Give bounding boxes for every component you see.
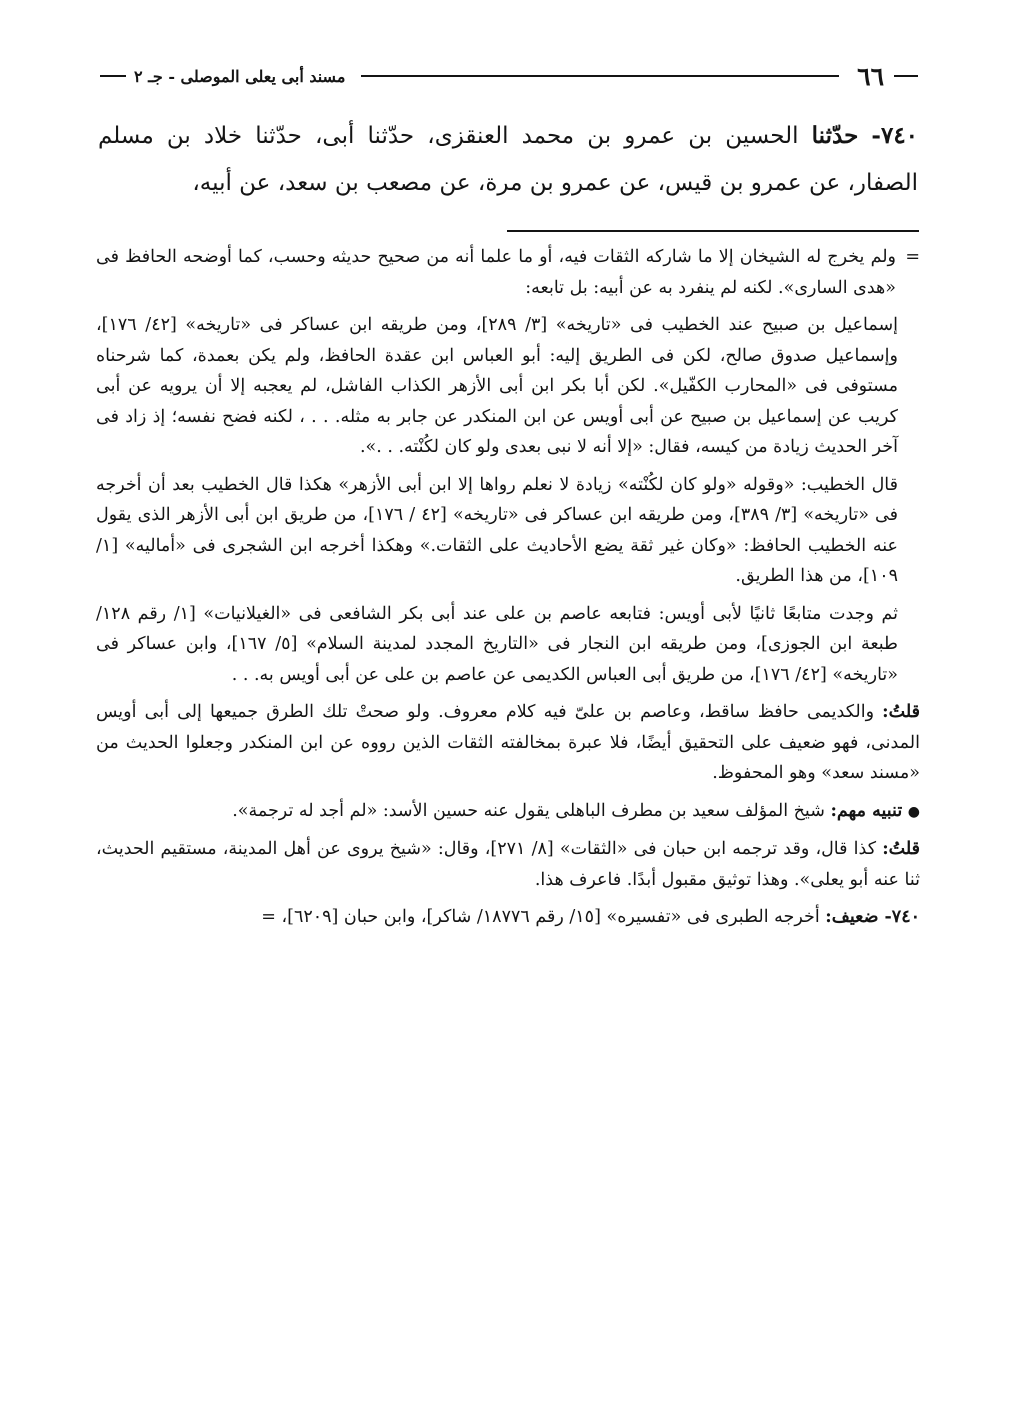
footnote-paragraph [96,310,920,463]
footnote-text: شيخ المؤلف سعيد بن مطرف الباهلى يقول عنه حسين الأسد: «لم أجد له ترجمة». [232,800,825,821]
note-lead: قلتُ: [882,702,920,722]
hadith-number: ٧٤٠- [871,122,919,149]
footnote-paragraph [96,796,920,828]
header-rule [361,75,839,77]
note-lead: قلتُ: [882,839,920,859]
hadith-isnad: الحسين بن عمرو بن محمد العنقزى، حدّثنا أبى، حدّثنا خلاد بن مسلم الصفار، عن عمرو بن قيس، عن عمرو بن مرة، عن مصعب بن سعد، عن أبيه، [98,123,918,196]
hadith-lead: حدّثنا [811,122,859,149]
hadith-text [98,112,918,207]
footnote-text: ثم وجدت متابعًا ثانيًا لأبى أويس: فتابعه عاصم بن على عند أبى بكر الشافعى فى «الغيلانيات» [١/ رقم ١٢٨/ طبعة ابن الجوزى]، ومن طريقه ابن النجار فى «التاريخ المجدد لمدينة السلام» [٥/ ١٦٧]، وابن عساكر فى «تاريخه» [٤٢/ ١٧٦]، من طريق أبى العباس الكديمى عن عاصم بن على عن أبى أويس به. . . [96,603,898,685]
footnote-separator [507,230,919,232]
note-lead: تنبيه مهم: [830,800,903,821]
header-dash-right [894,75,918,77]
book-title: مسند أبى يعلى الموصلى - جـ ٢ [134,66,346,86]
continuation-mark: = [905,247,920,267]
footnote-paragraph [96,902,920,933]
header-dash-left [100,75,126,77]
footnote-paragraph [96,242,920,303]
footnote-text: أخرجه الطبرى فى «تفسيره» [١٥/ رقم ١٨٧٧٦/ شاكر]، وابن حبان [٦٢٠٩]، = [261,907,820,927]
footnote-paragraph [96,697,920,789]
footnote-text: قال الخطيب: «وقوله «ولو كان لكُنْته» زيادة لا نعلم رواها إلا ابن أبى الأزهر» هكذا قال الخطيب بعد أن أخرجه فى «تاريخه» [٣/ ٣٨٩]، ومن طريقه ابن عساكر فى «تاريخه» [٤٢ / ١٧٦]، من طريق ابن أبى الأزهر الذى يقول عنه الخطيب الحافظ: «وكان غير ثقة يضع الأحاديث على الثقات.» وهكذا أخرجه ابن الشجرى فى «أماليه» [١/ ١٠٩]، من هذا الطريق. [96,474,898,586]
footnote-text: والكديمى حافظ ساقط، وعاصم بن علىّ فيه كلام معروف. ولو صحتْ تلك الطرق جميعها إلى أبى أويس المدنى، فهو ضعيف على التحقيق أيضًا، فلا عبرة بمخالفته الثقات الذين رووه عن ابن المنكدر وجعلوا الحديث من «مسند سعد» وهو المحفوظ. [96,702,920,783]
note-lead: ٧٤٠- ضعيف: [825,907,920,927]
footnote-text: إسماعيل بن صبيح عند الخطيب فى «تاريخه» [٣/ ٢٨٩]، ومن طريقه ابن عساكر فى «تاريخه» [٤٢/ ١٧٦]، وإسماعيل صدوق صالح، لكن فى الطريق إليه: أبو العباس ابن عقدة الحافظ، ولم يكن بعمدة، كما شرحناه مستوفى فى «المحارب الكفّيل». لكن أبا بكر ابن أبى الأزهر الكذاب الفاشل، لم يعجبه إلا أن يرويه عن أبى كريب عن إسماعيل بن صبيح عن أبى أويس عن ابن المنكدر عن جابر به مثله. . . ، لكنه فضح نفسه؛ إذ زاد فى آخر الحديث زيادة من كيسه، فقال: «إلا أنه لا نبى بعدى ولو كان لكُنْته. . .». [96,315,899,457]
footnote-text: ولم يخرج له الشيخان إلا ما شاركه الثقات فيه، أو ما علما أنه من صحيح حديثه وحسب، كما أوضحه الحافظ فى «هدى السارى». لكنه لم ينفرد به عن أبيه: بل تابعه: [96,247,896,298]
footnote-paragraph [96,599,920,691]
footnote-paragraph [96,834,920,895]
footnote-paragraph [96,470,920,592]
page-number: ٦٦ [857,61,884,91]
footnote-text: كذا قال، وقد ترجمه ابن حبان فى «الثقات» [٨/ ٢٧١]، وقال: «شيخ يروى عن أهل المدينة، مستقيم الحديث، ثنا عنه أبو يعلى». وهذا توثيق مقبول أبدًا. فاعرف هذا. [96,839,920,890]
bullet-icon: ● [907,803,920,820]
page-header [100,56,918,96]
footnotes [96,242,920,940]
